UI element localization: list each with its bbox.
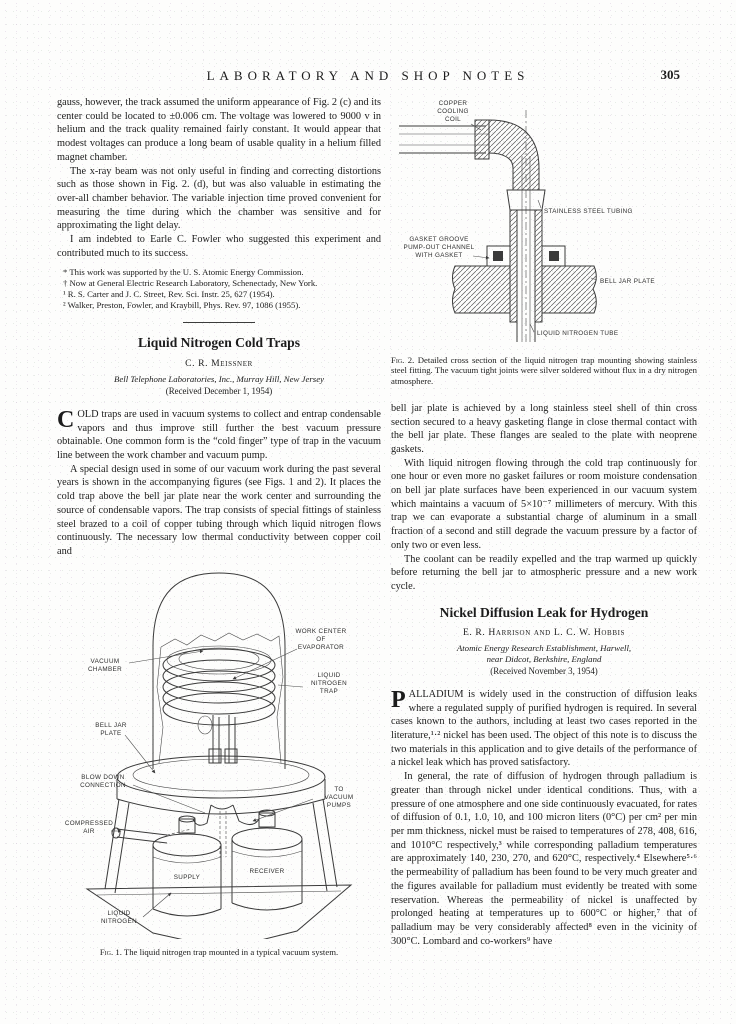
figure-2 bbox=[391, 96, 697, 387]
body-paragraph: The x-ray beam was not only useful in finding and correcting distortions such as those shown in Fig. 2. (d), but was also valuable in estimating the over-all chamber behavior. The variable injection time proved convenient for measuring the time during which the chamber was sensitive and for approximating the light delay. bbox=[57, 165, 381, 232]
fig2-label-copper-cooling-coil bbox=[437, 100, 469, 123]
fig1-label-vacuum-chamber bbox=[88, 658, 122, 673]
leader-lines bbox=[111, 649, 313, 917]
article-received: (Received November 3, 1954) bbox=[490, 666, 598, 677]
figure2-caption: Fig. 2. Detailed cross section of the liquid nitrogen trap mounting showing stainless steel fitting. The vacuum tight joints were silver soldered without flux in a dry nitrogen atmosphere. bbox=[391, 354, 698, 387]
svg-text:AIR: AIR bbox=[83, 827, 95, 835]
footnote: ¹ R. S. Carter and J. C. Street, Rev. Sci. Instr. 25, 627 (1954). bbox=[63, 288, 275, 299]
plate-cross-section bbox=[453, 266, 597, 313]
drop-cap: P bbox=[391, 686, 406, 713]
cutaway-edge bbox=[277, 636, 283, 763]
fig1-label-work-center bbox=[295, 628, 346, 651]
svg-text:VACUUM: VACUUM bbox=[90, 657, 120, 665]
svg-text:NITROGEN: NITROGEN bbox=[310, 679, 348, 687]
svg-text:VACUUM: VACUUM bbox=[324, 793, 354, 801]
figure1-diagram bbox=[57, 567, 381, 939]
svg-text:COOLING: COOLING bbox=[437, 108, 469, 115]
right-column bbox=[391, 96, 697, 948]
svg-text:CONNECTION: CONNECTION bbox=[80, 781, 126, 789]
body-paragraph: A special design used in some of our vacuum work during the past several years is shown in the accompanying figures (see Figs. 1 and 2). It places the cold trap above the bell jar plate near the work center and surrounding the source of condensable vapors. The trap consists of special fittings of stainless steel brazed to a coil of copper tubing through which liquid nitrogen flows continuously. The necessary low thermal conductivity between copper coil and bbox=[57, 463, 381, 557]
section-divider bbox=[183, 322, 255, 323]
svg-text:NITROGEN: NITROGEN bbox=[100, 917, 138, 925]
svg-text:PLATE: PLATE bbox=[100, 729, 122, 737]
article-received: (Received December 1, 1954) bbox=[165, 386, 273, 397]
svg-text:PUMP-OUT CHANNEL: PUMP-OUT CHANNEL bbox=[403, 244, 475, 251]
fig1-label-supply: SUPPLY bbox=[173, 873, 201, 881]
body-paragraph: bell jar plate is achieved by a long stainless steel shell of thin cross section secured to a heavy gasketing flange in close thermal contact with the bell jar plate. These flanges are sealed to the plate with neoprene gaskets. bbox=[391, 402, 697, 455]
svg-text:EVAPORATOR: EVAPORATOR bbox=[297, 643, 345, 651]
svg-text:WORK CENTER: WORK CENTER bbox=[295, 627, 347, 635]
svg-text:PUMPS: PUMPS bbox=[326, 801, 352, 809]
svg-text:COMPRESSED: COMPRESSED bbox=[64, 819, 114, 827]
figure-1 bbox=[57, 567, 381, 958]
body-paragraph: gauss, however, the track assumed the uniform appearance of Fig. 2 (c) and its center could be located to ±0.006 cm. The voltage was lowered to 9000 v in helium and the track quality remained fairly constant. It would appear that modest voltages can produce a long beam of usable quality in a helium filled magnet chamber. bbox=[57, 97, 381, 163]
svg-text:COIL: COIL bbox=[444, 116, 462, 123]
body-paragraph: I am indebted to Earle C. Fowler who suggested this experiment and contributed much to its success. bbox=[57, 234, 381, 259]
cooling-coil bbox=[163, 646, 275, 725]
fig2-label-liquid-nitrogen-tube: LIQUID NITROGEN TUBE bbox=[537, 330, 619, 337]
svg-text:TRAP: TRAP bbox=[319, 687, 339, 695]
body-paragraph: COLD traps are used in vacuum systems to collect and entrap condensable vapors and thus improve still further the best vacuum pressure obtainable. One common form is the “cold finger” type of trap in the vacuum line between the work chamber and vacuum pump. bbox=[57, 406, 381, 462]
body-paragraph: The coolant can be readily expelled and the trap warmed up quickly before returning the bell jar to atmospheric pressure and a new work cycle. bbox=[391, 553, 697, 592]
svg-text:OF: OF bbox=[316, 635, 326, 643]
svg-text:WITH GASKET: WITH GASKET bbox=[415, 252, 463, 259]
svg-text:GASKET GROOVE: GASKET GROOVE bbox=[409, 236, 469, 243]
left-column bbox=[57, 96, 381, 958]
svg-text:LIQUID: LIQUID bbox=[107, 909, 131, 917]
figure1-caption: Fig. 1. The liquid nitrogen trap mounted in a typical vacuum system. bbox=[99, 947, 339, 958]
fig1-label-liquid-nitrogen bbox=[101, 910, 137, 925]
svg-text:TO: TO bbox=[334, 785, 344, 793]
fig2-label-stainless-steel-tubing: STAINLESS STEEL TUBING bbox=[544, 208, 633, 215]
drop-cap: C bbox=[57, 406, 75, 433]
article-affiliation: Bell Telephone Laboratories, Inc., Murray Hill, New Jersey bbox=[113, 373, 325, 384]
supply-dewar bbox=[153, 816, 221, 916]
fig1-label-bell-jar-plate bbox=[95, 722, 127, 737]
footnote: † Now at General Electric Research Laboratory, Schenectady, New York. bbox=[63, 278, 318, 289]
running-head: LABORATORY AND SHOP NOTES bbox=[206, 68, 530, 83]
footnotes bbox=[57, 267, 381, 310]
body-paragraph: PALLADIUM is widely used in the construction of diffusion leaks where a regulated supply of purified hydrogen is required. In several cases known to the authors, including at least two cases reported in the literature,¹·² nickel has been used. The object of this note is to discuss the two materials in this application and to give details of the performance of a nickel leak which has proved satisfactory. bbox=[391, 686, 697, 769]
cutaway-edge bbox=[157, 647, 163, 763]
fig1-label-liquid-nitrogen-trap bbox=[311, 672, 347, 695]
article2-heading bbox=[391, 606, 697, 679]
body-paragraph: In general, the rate of diffusion of hydrogen through palladium is greater than through nickel under identical conditions. Thus, with a pressure of one atmosphere and one side continuously evacuated, for rates of diffusion of 0.1, 1.0, 10, and 100 micron liters (0°C) per cm² per min per mm thickness, nickel must be raised to temperatures of 278, 408, 616, and 1010°C respectively,³ while corresponding palladium temperatures are approximately 140, 230, 270, and 620°C, respectively.⁴ Elsewhere⁵·⁶ the permeability of palladium has been found to be very much greater and the figures available for palladium must evidently be treated with some reservation. Whereas the permeability of nickel is unaffected by prolonged heating at temperatures up to 600°C or higher,⁷ that of palladium may be very considerably affected⁸ even in the vicinity of 300°C. Lombard and co-workers⁹ have bbox=[391, 771, 697, 947]
article-title: Nickel Diffusion Leak for Hydrogen bbox=[439, 604, 649, 620]
article-affiliation: Atomic Energy Research Establishment, Harwell, near Didcot, Berkshire, England bbox=[456, 643, 632, 664]
fig1-label-to-vacuum-pumps bbox=[325, 786, 354, 809]
footnote: * This work was supported by the U. S. Atomic Energy Commission. bbox=[63, 267, 304, 278]
manifold-pipes bbox=[112, 805, 259, 857]
cutaway-edge bbox=[161, 633, 279, 647]
elbow-fitting bbox=[489, 120, 539, 190]
receiver-dewar bbox=[232, 810, 302, 910]
fig2-label-gasket-groove bbox=[404, 236, 475, 259]
svg-text:COPPER: COPPER bbox=[438, 100, 468, 107]
svg-text:BLOW DOWN: BLOW DOWN bbox=[81, 773, 125, 781]
article-authors: E. R. Harrison and L. C. W. Hobbis bbox=[462, 627, 626, 639]
svg-text:BELL JAR: BELL JAR bbox=[95, 721, 127, 729]
figure2-diagram bbox=[391, 96, 697, 346]
fig1-label-blow-down bbox=[80, 774, 126, 789]
fig1-label-receiver: RECEIVER bbox=[249, 867, 285, 875]
page-number: 305 bbox=[660, 67, 680, 82]
copper-tube bbox=[399, 120, 489, 159]
article-author: C. R. Meissner bbox=[185, 357, 253, 369]
svg-text:LIQUID: LIQUID bbox=[317, 671, 341, 679]
svg-text:CHAMBER: CHAMBER bbox=[88, 665, 122, 673]
article-title: Liquid Nitrogen Cold Traps bbox=[137, 335, 301, 351]
fig2-label-bell-jar-plate: BELL JAR PLATE bbox=[600, 278, 655, 285]
footnote: ² Walker, Preston, Fowler, and Kraybill, Phys. Rev. 97, 1086 (1955). bbox=[63, 299, 301, 310]
fig1-label-compressed-air bbox=[65, 820, 113, 835]
body-paragraph: With liquid nitrogen flowing through the cold trap continuously for one hour or even more no gasket failures or room moisture condensation on bell jar plate surfaces have been experienced in our vacuum system which maintains a vacuum of 5×10⁻⁷ millimeters of mercury. With this trap we can evaporate a substantial charge of aluminum in a small fraction of a second and still degrade the vacuum pressure by a factor of only two or even less. bbox=[391, 457, 697, 551]
